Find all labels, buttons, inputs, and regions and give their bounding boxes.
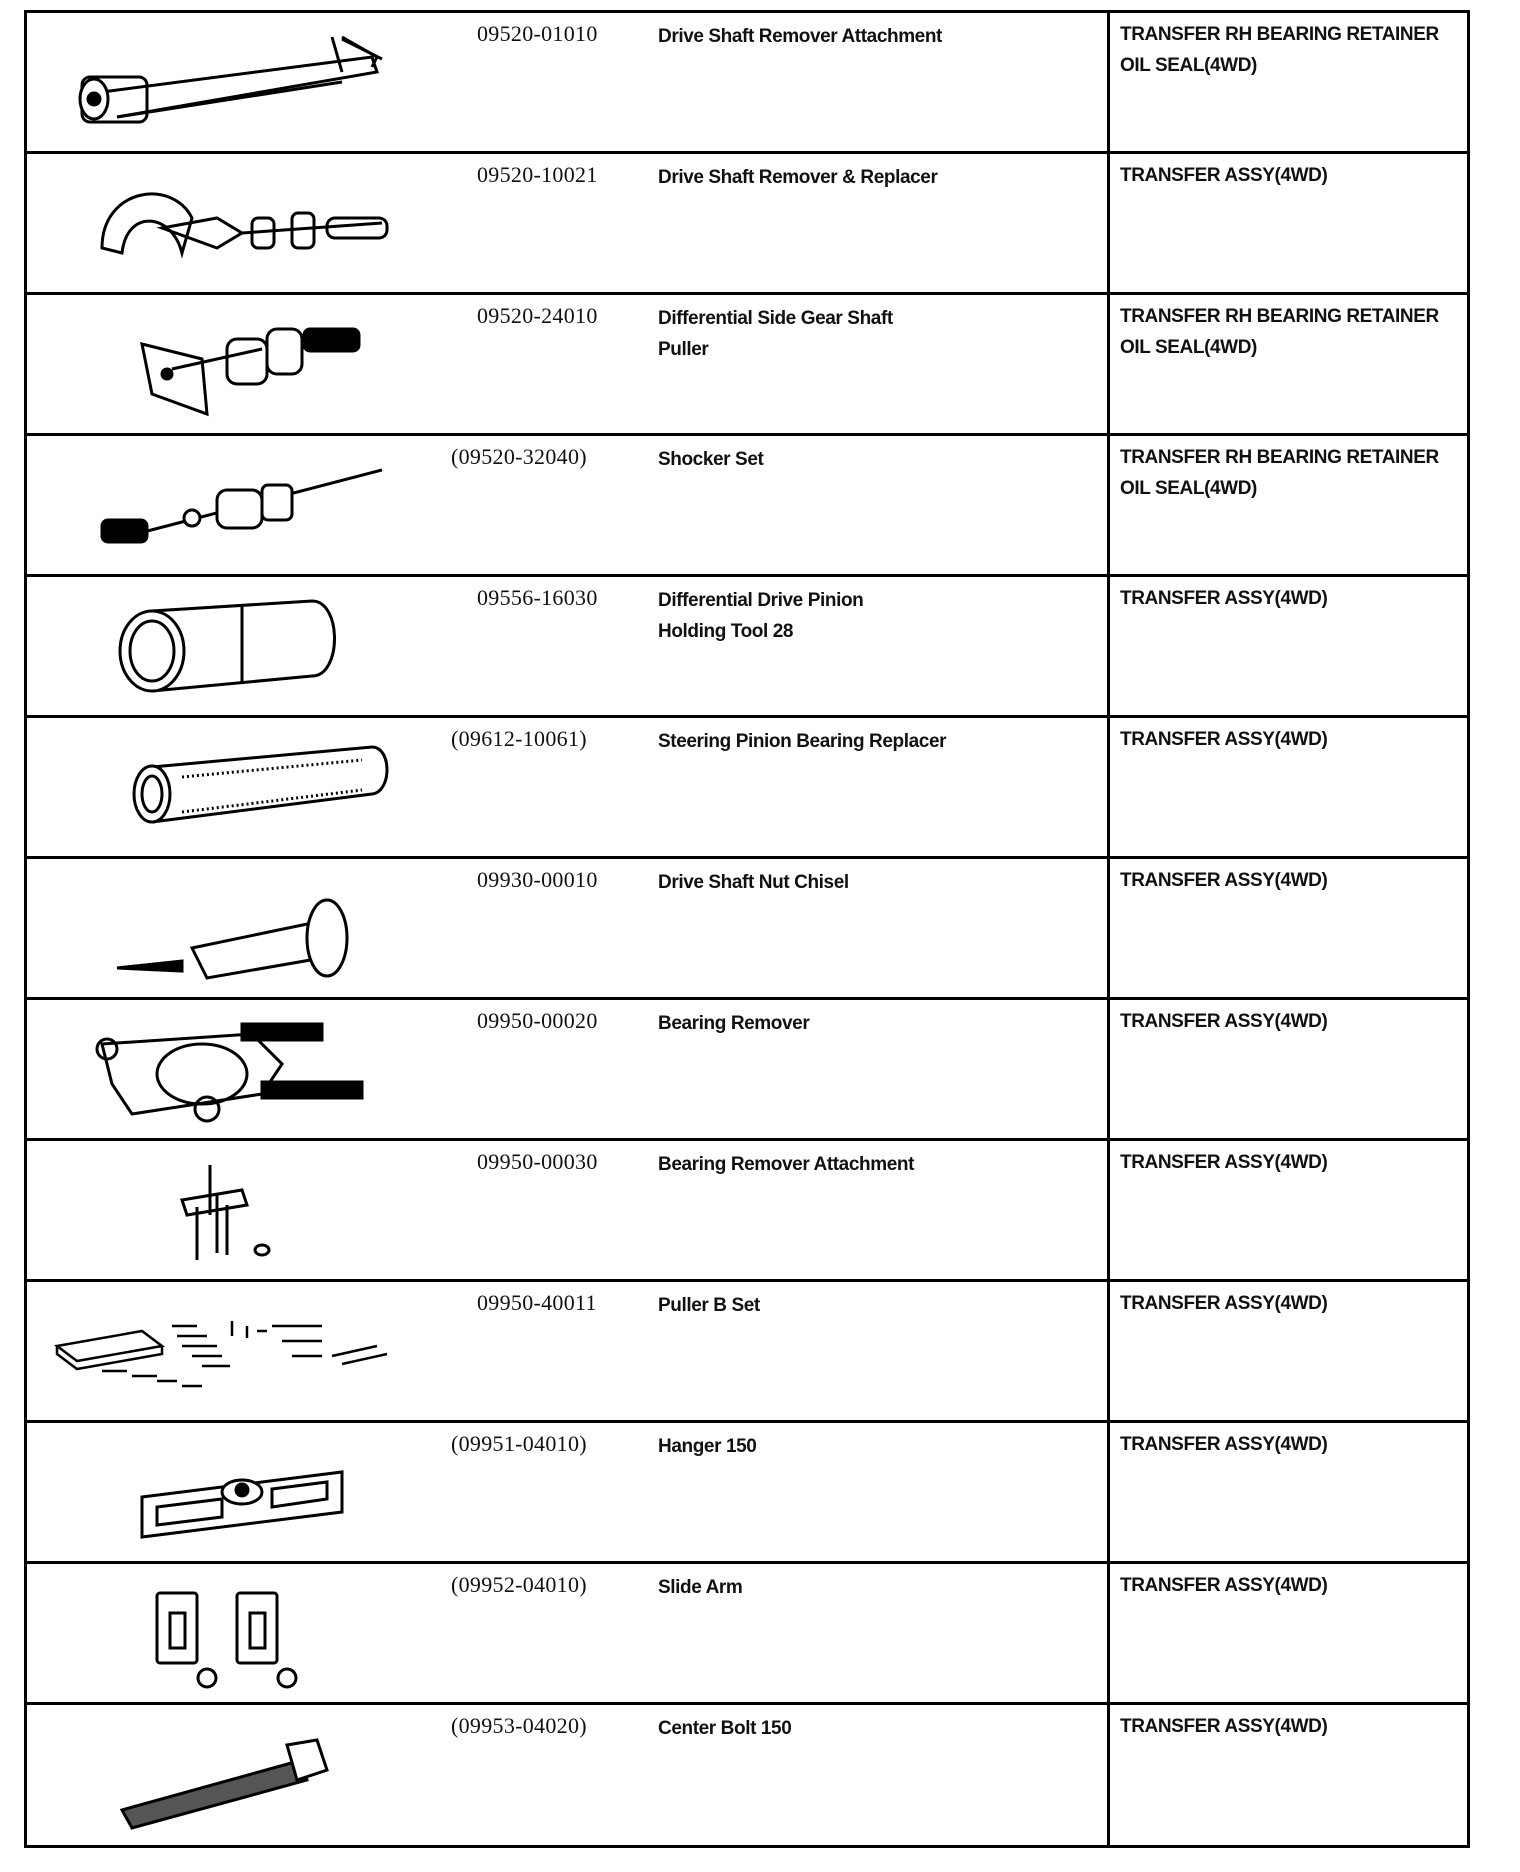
usage-line: TRANSFER RH BEARING RETAINER xyxy=(1120,447,1439,468)
usage-line: TRANSFER ASSY(4WD) xyxy=(1120,1152,1328,1173)
usage-line: TRANSFER ASSY(4WD) xyxy=(1120,1011,1328,1032)
description-line: Puller xyxy=(658,339,709,360)
table-row xyxy=(27,577,1467,718)
part-number: (09953-04020) xyxy=(451,1713,587,1738)
tool-description xyxy=(652,1282,1107,1420)
usage-text xyxy=(1107,13,1467,151)
tool-illustration xyxy=(27,1564,437,1702)
tool-description xyxy=(652,436,1107,574)
socket-tool-icon xyxy=(42,581,422,711)
tool-illustration xyxy=(27,13,437,151)
description-line: Drive Shaft Remover Attachment xyxy=(658,26,942,47)
part-number: 09950-00030 xyxy=(477,1149,598,1174)
table-row xyxy=(27,1000,1467,1141)
part-number: (09612-10061) xyxy=(451,726,587,751)
usage-line: TRANSFER RH BEARING RETAINER xyxy=(1120,306,1439,327)
tool-description xyxy=(652,1564,1107,1702)
description-line: Drive Shaft Remover & Replacer xyxy=(658,167,938,188)
usage-line: TRANSFER RH BEARING RETAINER xyxy=(1120,24,1439,45)
description-line: Puller B Set xyxy=(658,1295,760,1316)
usage-text xyxy=(1107,1564,1467,1702)
tool-description xyxy=(652,13,1107,151)
remover-attachment-pins-icon xyxy=(42,1145,422,1275)
tool-description xyxy=(652,154,1107,292)
usage-line: TRANSFER ASSY(4WD) xyxy=(1120,165,1328,186)
description-line: Drive Shaft Nut Chisel xyxy=(658,872,849,893)
table-row xyxy=(27,718,1467,859)
usage-line: OIL SEAL(4WD) xyxy=(1120,478,1257,499)
usage-text xyxy=(1107,1141,1467,1279)
shocker-set-icon xyxy=(42,440,422,570)
description-line: Bearing Remover xyxy=(658,1013,810,1034)
usage-text xyxy=(1107,436,1467,574)
table-row xyxy=(27,1423,1467,1564)
part-number: 09520-24010 xyxy=(477,303,598,328)
usage-text xyxy=(1107,295,1467,433)
table-row xyxy=(27,1141,1467,1282)
puller-set-icon xyxy=(42,1286,422,1416)
tool-description xyxy=(652,1705,1107,1845)
tool-illustration xyxy=(27,859,437,997)
description-line: Shocker Set xyxy=(658,449,764,470)
tool-description xyxy=(652,295,1107,433)
description-line: Steering Pinion Bearing Replacer xyxy=(658,731,947,752)
tool-illustration xyxy=(27,295,437,433)
part-number: 09930-00010 xyxy=(477,867,598,892)
tool-description xyxy=(652,1000,1107,1138)
part-number: 09950-00020 xyxy=(477,1008,598,1033)
tool-description xyxy=(652,1423,1107,1561)
usage-text xyxy=(1107,1705,1467,1845)
description-line: Differential Drive Pinion xyxy=(658,590,864,611)
tool-illustration xyxy=(27,577,437,715)
tool-illustration xyxy=(27,1282,437,1420)
description-line: Center Bolt 150 xyxy=(658,1718,792,1739)
tool-illustration xyxy=(27,1141,437,1279)
table-row xyxy=(27,154,1467,295)
shaft-puller-icon xyxy=(42,299,422,429)
special-tools-table xyxy=(24,10,1470,1848)
part-number: 09520-01010 xyxy=(477,21,598,46)
description-line: Holding Tool 28 xyxy=(658,621,794,642)
table-row xyxy=(27,1564,1467,1705)
usage-line: TRANSFER ASSY(4WD) xyxy=(1120,588,1328,609)
tool-description xyxy=(652,577,1107,715)
remover-replacer-icon xyxy=(42,158,422,288)
description-line: Differential Side Gear Shaft xyxy=(658,308,893,329)
tool-illustration xyxy=(27,1000,437,1138)
usage-text xyxy=(1107,718,1467,856)
table-row xyxy=(27,1282,1467,1423)
usage-line: TRANSFER ASSY(4WD) xyxy=(1120,1716,1328,1737)
description-line: Hanger 150 xyxy=(658,1436,757,1457)
table-row xyxy=(27,859,1467,1000)
usage-line: TRANSFER ASSY(4WD) xyxy=(1120,729,1328,750)
slide-arm-icon xyxy=(42,1568,422,1698)
usage-line: OIL SEAL(4WD) xyxy=(1120,55,1257,76)
usage-line: TRANSFER ASSY(4WD) xyxy=(1120,1434,1328,1455)
tool-illustration xyxy=(27,1423,437,1561)
part-number: 09950-40011 xyxy=(477,1290,597,1315)
description-line: Bearing Remover Attachment xyxy=(658,1154,915,1175)
part-number: 09556-16030 xyxy=(477,585,598,610)
usage-text xyxy=(1107,1282,1467,1420)
description-line: Slide Arm xyxy=(658,1577,743,1598)
usage-text xyxy=(1107,859,1467,997)
tool-illustration xyxy=(27,1705,437,1845)
table-row xyxy=(27,1705,1467,1845)
table-row xyxy=(27,13,1467,154)
bearing-replacer-icon xyxy=(42,722,422,852)
tool-illustration xyxy=(27,154,437,292)
center-bolt-icon xyxy=(42,1710,422,1840)
part-number: (09952-04010) xyxy=(451,1572,587,1597)
usage-line: TRANSFER ASSY(4WD) xyxy=(1120,1575,1328,1596)
usage-line: OIL SEAL(4WD) xyxy=(1120,337,1257,358)
tool-description xyxy=(652,859,1107,997)
usage-text xyxy=(1107,577,1467,715)
nut-chisel-icon xyxy=(42,863,422,993)
part-number: (09951-04010) xyxy=(451,1431,587,1456)
bearing-remover-icon xyxy=(42,1004,422,1134)
tool-description xyxy=(652,718,1107,856)
usage-line: TRANSFER ASSY(4WD) xyxy=(1120,870,1328,891)
usage-text xyxy=(1107,1000,1467,1138)
table-row xyxy=(27,295,1467,436)
part-number: 09520-10021 xyxy=(477,162,598,187)
hanger-icon xyxy=(42,1427,422,1557)
usage-line: TRANSFER ASSY(4WD) xyxy=(1120,1293,1328,1314)
usage-text xyxy=(1107,1423,1467,1561)
tool-illustration xyxy=(27,436,437,574)
usage-text xyxy=(1107,154,1467,292)
tool-description xyxy=(652,1141,1107,1279)
remover-attachment-icon xyxy=(42,17,422,147)
tool-illustration xyxy=(27,718,437,856)
part-number: (09520-32040) xyxy=(451,444,587,469)
table-row xyxy=(27,436,1467,577)
